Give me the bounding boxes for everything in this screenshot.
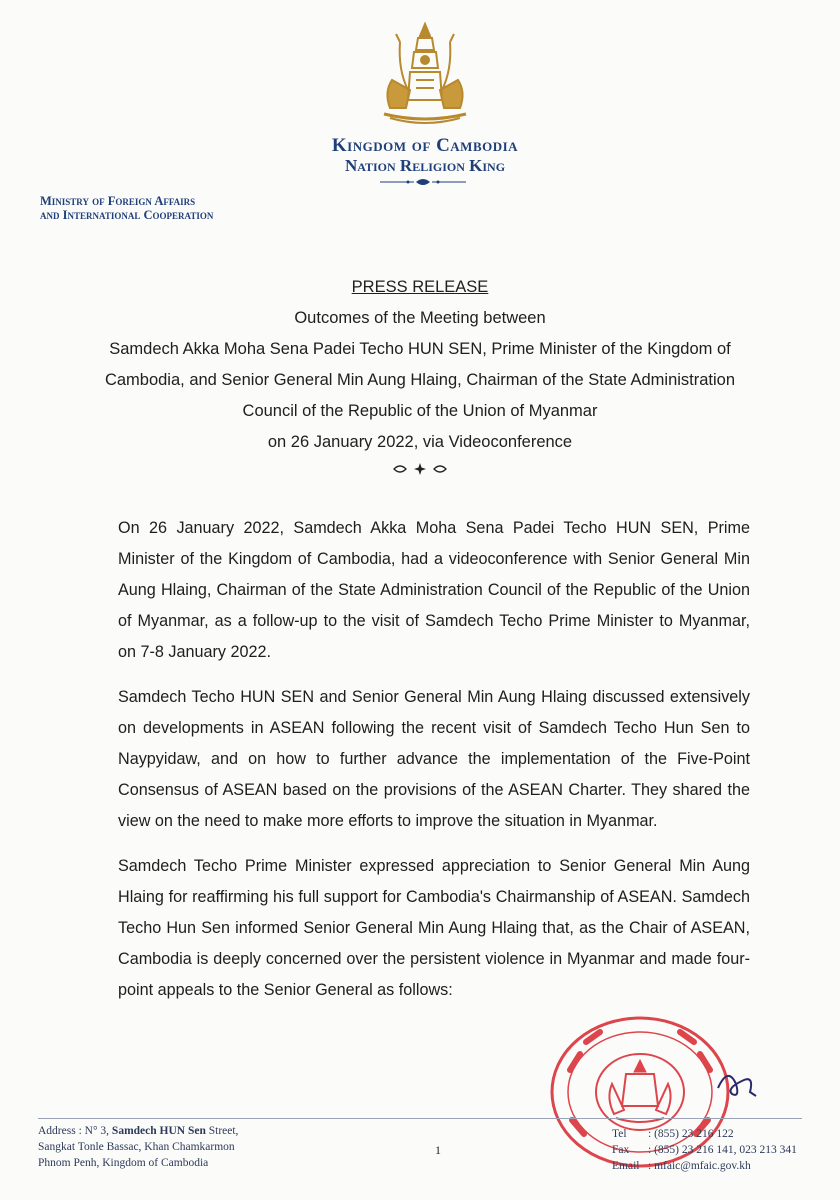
kingdom-title: Kingdom of Cambodia xyxy=(331,135,519,156)
tel-line xyxy=(612,1126,822,1142)
address-line-1 xyxy=(38,1123,298,1139)
footer-address xyxy=(38,1123,298,1171)
footer-contact xyxy=(612,1126,822,1174)
ministry-name xyxy=(40,194,300,222)
page-number: 1 xyxy=(435,1143,441,1157)
address-line-2: Sangkat Tonle Bassac, Khan Chamkarmon xyxy=(38,1141,235,1153)
tel-label: Tel xyxy=(612,1128,627,1140)
title-line-4: Council of the Republic of the Union of Myanmar xyxy=(242,402,598,420)
email-value: : mfaic@mfaic.gov.kh xyxy=(648,1160,751,1172)
royal-coat-of-arms-icon xyxy=(370,20,480,130)
signature-icon xyxy=(710,1058,770,1108)
kingdom-motto: Nation Religion King xyxy=(344,156,506,175)
email-line xyxy=(612,1158,822,1174)
address-street-suffix: Street, xyxy=(208,1125,239,1137)
title-line-1: Outcomes of the Meeting between xyxy=(294,309,546,327)
body-paragraph-2: Samdech Techo HUN SEN and Senior General Min Aung Hlaing discussed extensively on developments in ASEAN following the recent visit of Samdech Techo Hun Sen to Naypyidaw, and on how to further advance the implementation of the Five-Point Consensus of ASEAN based on the provisions of the ASEAN Charter. They shared the view on the need to make more efforts to improve the situation in Myanmar. xyxy=(118,688,750,830)
press-release-label: PRESS RELEASE xyxy=(351,278,489,296)
press-release-title xyxy=(80,272,760,476)
body-paragraph-3: Samdech Techo Prime Minister expressed appreciation to Senior General Min Aung Hlaing for reaffirming his full support for Cambodia's Chairmanship of ASEAN. Samdech Techo Hun Sen informed Senior General Min Aung Hlaing that, as the Chair of ASEAN, Cambodia is deeply concerned over the persistent violence in Myanmar and made four-point appeals to the Senior General as follows: xyxy=(118,857,750,999)
fax-label: Fax xyxy=(612,1144,630,1156)
fax-line xyxy=(612,1142,822,1158)
title-line-3: Cambodia, and Senior General Min Aung Hlaing, Chairman of the State Administration xyxy=(104,371,736,389)
body-paragraph-1: On 26 January 2022, Samdech Akka Moha Sena Padei Techo HUN SEN, Prime Minister of the Kingdom of Cambodia, had a videoconference with Senior General Min Aung Hlaing, Chairman of the State Administration Council of the Republic of the Union of Myanmar, as a follow-up to the visit of Samdech Techo Prime Minister to Myanmar, on 7-8 January 2022. xyxy=(118,519,750,661)
ministry-line-2: and International Cooperation xyxy=(40,208,214,222)
tel-value: : (855) 23 216 122 xyxy=(648,1128,734,1140)
footer-divider xyxy=(38,1118,802,1119)
title-line-2: Samdech Akka Moha Sena Padei Techo HUN SEN, Prime Minister of the Kingdom of xyxy=(109,340,731,358)
address-street-name: Samdech HUN Sen xyxy=(111,1125,206,1137)
divider-ornament-icon xyxy=(378,177,468,187)
fax-value: : (855) 23 216 141, 023 213 341 xyxy=(648,1144,797,1156)
title-line-5: on 26 January 2022, via Videoconference xyxy=(267,433,573,451)
email-label: Email xyxy=(612,1160,640,1172)
press-release-body xyxy=(118,513,750,1020)
address-label: Address : N° 3, xyxy=(38,1125,110,1137)
address-line-3: Phnom Penh, Kingdom of Cambodia xyxy=(38,1157,209,1169)
section-ornament-icon xyxy=(390,462,450,476)
ministry-line-1: Ministry of Foreign Affairs xyxy=(40,194,196,208)
